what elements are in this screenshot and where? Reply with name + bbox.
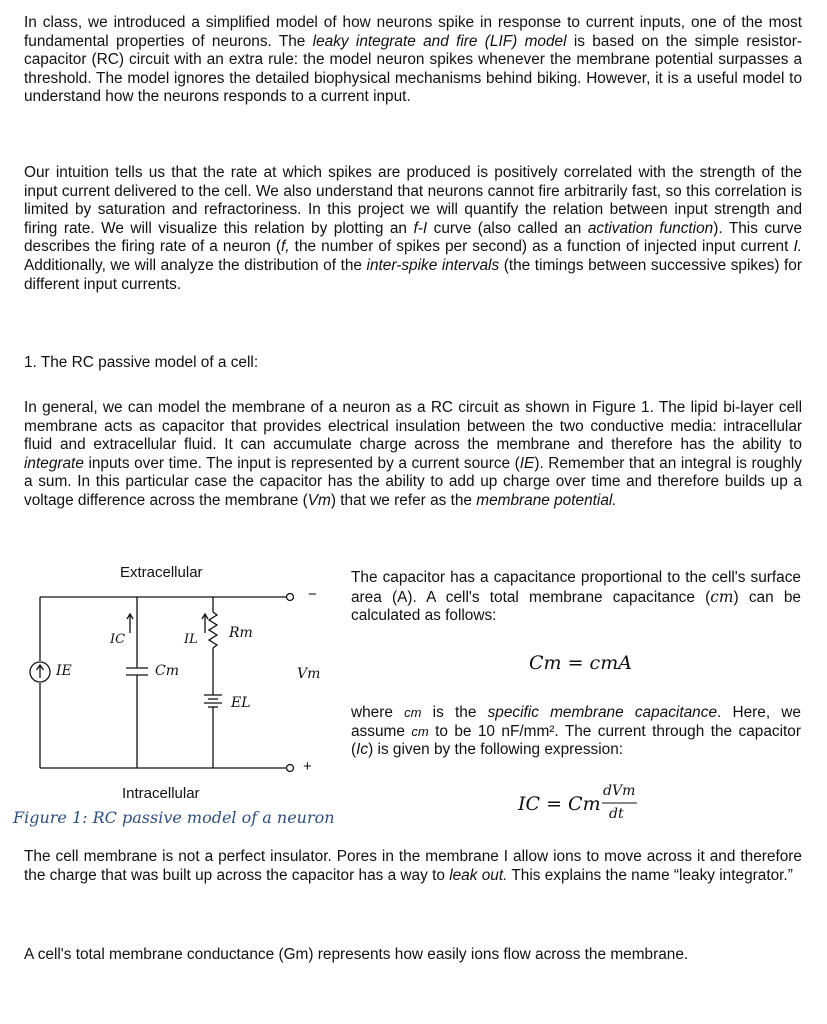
symbol-cm: cm [411, 723, 429, 739]
text: inputs over time. The input is represented by a current source ( [83, 454, 520, 472]
equation-current-numerator: dVm [603, 783, 636, 799]
text: ) can be calculated as follows: [351, 588, 801, 625]
label-il: IL [184, 632, 198, 647]
text: where [351, 704, 405, 721]
term-leak-out: leak out. [449, 866, 508, 884]
text: is the [421, 704, 488, 721]
text: The cell membrane is not a perfect insulator. Pores in the membrane I allow ions to move across it and therefore the charge that was built up across the capacitor has a way to [24, 848, 802, 884]
text: ). This curve describes the firing rate of a neuron ( [24, 219, 803, 256]
text: The capacitor has a capacitance proportional to the cell's surface area (A). A cell's total membrane capacitance ( [351, 569, 801, 606]
equation-current-denominator: dt [609, 806, 624, 822]
text: curve (also called an [427, 219, 588, 237]
label-extracellular: Extracellular [120, 564, 203, 581]
section-heading: 1. The RC passive model of a cell: [24, 354, 259, 371]
symbol-ic: Ic [356, 741, 369, 759]
term-integrate: integrate [24, 454, 84, 472]
term-lif-model: leaky integrate and fire (LIF) model [312, 32, 567, 50]
text: ) is given by the following expression: [368, 741, 624, 759]
label-vm: Vm [297, 666, 321, 682]
text: the number of spikes per second) as a function of injected input current [289, 238, 794, 256]
text: This explains the name “leaky integrator.” [507, 866, 793, 884]
term-activation-function: activation function [587, 219, 714, 237]
label-rm: Rm [229, 625, 253, 641]
term-specific-capacitance: specific membrane capacitance [487, 704, 717, 721]
bottom-paragraph-1 [24, 848, 802, 885]
label-ic: IC [110, 632, 126, 647]
terminal-plus [287, 765, 294, 772]
text: Additionally, we will analyze the distribution of the [24, 256, 367, 274]
resistor-icon [209, 612, 217, 648]
term-isi: inter-spike intervals [366, 256, 500, 274]
text: . Here, we assume [351, 704, 801, 740]
label-intracellular: Intracellular [122, 785, 200, 802]
terminal-minus [287, 594, 294, 601]
text: ) that we refer as the [330, 491, 477, 509]
right-paragraph-1 [351, 569, 801, 626]
figure-caption: Figure 1: RC passive model of a neuron [13, 808, 335, 827]
symbol-cm: cm [710, 587, 734, 606]
symbol-ie: IE [519, 454, 535, 472]
right-paragraph-2 [351, 704, 801, 760]
label-ie: IE [56, 663, 72, 679]
text: is based on the simple resistor-capacitor (RC) circuit with an extra rule: the model neuron spikes whenever the membrane potential surpasses a threshold. The model ignores the detailed biophysical mechanisms behind biking. However, it is a useful model to understand how the neurons responds to a current input. [24, 32, 802, 106]
equation-current-lhs: IC = Cm [518, 793, 601, 815]
term-i: I. [793, 238, 802, 256]
text: to be 10 nF/mm². The current through the capacitor ( [351, 722, 801, 759]
text: (the timings between successive spikes) for different input currents. [24, 256, 802, 293]
label-el: EL [231, 695, 251, 711]
text: Our intuition tells us that the rate at which spikes are produced is positively correlated with the strength of the input current delivered to the cell. We also understand that neurons cannot fire arbitrarily fast, so this correlation is limited by saturation and refractoriness. In this project we will quantify the relation between input strength and firing rate. We will visualize this relation by plotting an [24, 164, 802, 237]
label-cm: Cm [155, 663, 179, 679]
symbol-cm: cm [404, 705, 422, 720]
term-f: f, [281, 238, 290, 256]
term-membrane-potential: membrane potential. [476, 491, 617, 509]
label-plus: + [303, 758, 312, 775]
term-fi: f-I [413, 219, 428, 237]
bottom-paragraph-2: A cell's total membrane conductance (Gm) represents how easily ions flow across the membrane. [24, 946, 689, 963]
symbol-vm: Vm [307, 491, 331, 509]
label-minus: − [308, 586, 317, 603]
text: In class, we introduced a simplified model of how neurons spike in response to current inputs, one of the most fundamental properties of neurons. The [24, 14, 802, 50]
text: In general, we can model the membrane of a neuron as a RC circuit as shown in Figure 1. The lipid bi-layer cell membrane acts as capacitor that provides electrical insulation between the two conductive media: intracellular fluid and extracellular fluid. It can accumulate charge across the membrane and therefore has the ability to [24, 399, 802, 454]
text: ). Remember that an integral is roughly a sum. In this particular case the capacitor has the ability to add up charge over time and therefore builds up a voltage difference across the membrane ( [24, 454, 802, 509]
equation-capacitance: Cm = cmA [529, 652, 632, 674]
